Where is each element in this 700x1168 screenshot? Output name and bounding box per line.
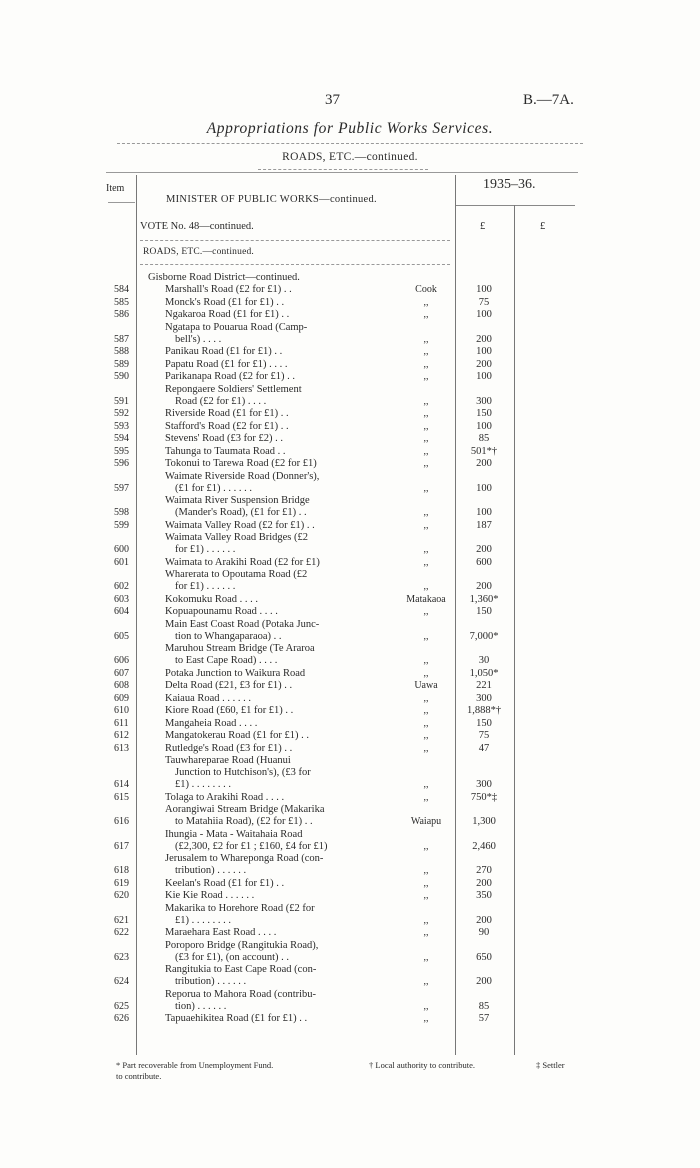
description-line: Stafford's Road (£2 for £1) . . (165, 420, 289, 432)
table-row (0, 1013, 700, 1025)
table-row (0, 853, 700, 877)
table-row (0, 433, 700, 445)
amount: 1,300 (472, 816, 496, 827)
item-description (165, 433, 283, 445)
footnote-dagger: † Local authority to contribute. (369, 1060, 475, 1070)
year-column-header: 1935–36. (483, 177, 536, 192)
amount: 100 (476, 507, 492, 518)
item-number: 587 (114, 333, 129, 345)
item-number: 596 (114, 458, 129, 469)
item-description (165, 989, 316, 1013)
electoral-district: ,, (423, 1000, 429, 1012)
description-line: Rutledge's Road (£3 for £1) . . (165, 742, 293, 754)
item-description (165, 557, 320, 569)
table-row (0, 297, 700, 309)
electoral-district: ,, (423, 544, 429, 555)
description-line: tribution) . . . . . . (175, 976, 247, 987)
item-number: 599 (114, 519, 129, 531)
electoral-district: ,, (423, 840, 429, 852)
amount: 100 (476, 309, 492, 320)
footnote-double-dagger: ‡ Settler (536, 1060, 565, 1070)
roads-rule (140, 264, 450, 265)
item-description (165, 446, 286, 458)
electoral-district: ,, (423, 877, 429, 889)
item-number: 613 (114, 742, 129, 754)
description-line: Tokonui to Tarewa Road (£2 for £1) (165, 458, 317, 469)
electoral-district: ,, (423, 395, 429, 407)
table-row (0, 606, 700, 618)
electoral-district: ,, (423, 779, 429, 790)
electoral-district: ,, (423, 371, 429, 382)
page-number: 37 (325, 92, 340, 108)
section-title: ROADS, ETC.—continued. (282, 151, 418, 163)
electoral-district: ,, (423, 951, 429, 963)
amount: 75 (478, 730, 490, 741)
item-description (165, 927, 276, 939)
table-row (0, 520, 700, 532)
table-row (0, 309, 700, 321)
item-number: 607 (114, 667, 129, 679)
table-top-rule (106, 172, 578, 173)
item-number: 612 (114, 730, 129, 741)
item-number: 608 (114, 680, 129, 691)
amount: 300 (476, 779, 492, 790)
table-row (0, 705, 700, 717)
table-row (0, 471, 700, 495)
description-line: Wharerata to Opoutama Road (£2 (165, 569, 308, 580)
electoral-district: ,, (423, 630, 429, 642)
currency-symbol: £ (540, 221, 546, 232)
description-line: Waimata to Arakihi Road (£2 for £1) (165, 556, 320, 568)
description-line: Tahunga to Taumata Road . . (165, 445, 286, 457)
description-line: Poroporo Bridge (Rangitukia Road), (165, 939, 319, 951)
electoral-district: ,, (423, 556, 429, 568)
amount: 150 (476, 606, 492, 617)
item-number: 622 (114, 927, 129, 938)
description-line: (£1 for £1) . . . . . . (175, 482, 252, 494)
description-line: Waimata River Suspension Bridge (165, 495, 310, 506)
table-row (0, 668, 700, 680)
item-number: 595 (114, 445, 129, 457)
electoral-district: ,, (423, 333, 429, 345)
amount: 200 (476, 581, 492, 592)
amount: 300 (476, 692, 492, 704)
item-description (165, 309, 289, 321)
electoral-district: ,, (423, 791, 429, 803)
description-line: for £1) . . . . . . (175, 544, 236, 555)
amount: 200 (476, 458, 492, 469)
amount: 75 (478, 296, 490, 308)
item-description (165, 359, 287, 371)
item-description (165, 606, 278, 618)
item-header-rule (108, 202, 135, 203)
item-description (165, 458, 317, 470)
table-row (0, 989, 700, 1013)
electoral-district: ,, (423, 445, 429, 457)
item-number: 618 (114, 865, 129, 876)
item-number: 610 (114, 705, 129, 716)
description-line: £1) . . . . . . . . (175, 914, 231, 926)
vote-rule (140, 240, 450, 241)
table-row (0, 964, 700, 988)
description-line: Rangitukia to East Cape Road (con- (165, 964, 317, 975)
district-heading: Gisborne Road District—continued. (148, 272, 300, 283)
item-number: 586 (114, 309, 129, 320)
electoral-district: ,, (423, 914, 429, 926)
item-number: 617 (114, 840, 129, 852)
electoral-district: ,, (423, 519, 429, 531)
description-line: Tolaga to Arakihi Road . . . . (165, 791, 285, 803)
item-number: 619 (114, 877, 129, 889)
electoral-district: ,, (423, 346, 429, 357)
item-description (165, 495, 310, 519)
table-row (0, 643, 700, 667)
page-title: Appropriations for Public Works Services. (206, 120, 494, 137)
item-description (165, 755, 311, 791)
description-line: Tauwhareparae Road (Huanui (165, 755, 291, 766)
item-description (165, 964, 316, 988)
table-row (0, 384, 700, 408)
amount: 270 (476, 865, 492, 876)
description-line: Keelan's Road (£1 for £1) . . (165, 877, 285, 889)
table-row (0, 322, 700, 346)
item-number: 621 (114, 914, 129, 926)
description-line: Waimata Valley Road Bridges (£2 (165, 532, 309, 543)
electoral-district: ,, (423, 692, 429, 704)
table-row (0, 408, 700, 420)
amount: 1,360* (469, 593, 499, 605)
item-description (165, 940, 318, 964)
description-line: Kokomuku Road . . . . (165, 593, 259, 605)
description-line: £1) . . . . . . . . (175, 779, 231, 790)
table-row (0, 730, 700, 742)
description-line: Road (£2 for £1) . . . . (175, 395, 267, 407)
table-row (0, 371, 700, 383)
table-row (0, 878, 700, 890)
amount: 47 (478, 742, 490, 754)
item-description (165, 853, 323, 877)
description-line: to Matahiia Road), (£2 for £1) . . (175, 816, 313, 827)
electoral-district: ,, (423, 730, 429, 741)
item-description (165, 903, 315, 927)
table-row (0, 940, 700, 964)
item-description (165, 878, 284, 890)
electoral-district: ,, (423, 865, 429, 876)
description-line: Makarika to Horehore Road (£2 for (165, 902, 315, 914)
item-description (165, 680, 292, 692)
description-line: Kiore Road (£60, £1 for £1) . . (165, 705, 294, 716)
description-line: Kie Kie Road . . . . . . (165, 890, 255, 901)
item-number: 615 (114, 791, 129, 803)
item-description (165, 890, 254, 902)
description-line: Maraehara East Road . . . . (165, 927, 277, 938)
description-line: Reporua to Mahora Road (contribu- (165, 988, 317, 1000)
amount: 200 (476, 544, 492, 555)
amount: 7,000* (469, 630, 499, 642)
description-line: Riverside Road (£1 for £1) . . (165, 408, 289, 419)
ministry-heading: MINISTER OF PUBLIC WORKS—continued. (166, 194, 377, 205)
item-number: 591 (114, 395, 129, 407)
electoral-district: Cook (415, 284, 437, 295)
electoral-district: ,, (423, 742, 429, 754)
description-line: Potaka Junction to Waikura Road (165, 667, 306, 679)
item-description (165, 346, 282, 358)
item-number: 604 (114, 606, 129, 617)
item-description (165, 743, 292, 755)
electoral-district: ,, (423, 581, 429, 592)
item-number: 625 (114, 1000, 129, 1012)
item-description (165, 520, 315, 532)
table-row (0, 284, 700, 296)
table-row (0, 619, 700, 643)
description-line: Waimate Riverside Road (Donner's), (165, 470, 320, 482)
roads-subheading: ROADS, ETC.—continued. (143, 247, 255, 257)
description-line: Papatu Road (£1 for £1) . . . . (165, 358, 288, 370)
table-row (0, 680, 700, 692)
description-line: Parikanapa Road (£2 for £1) . . (165, 371, 296, 382)
item-description (165, 804, 325, 828)
description-line: Main East Coast Road (Potaka Junc- (165, 618, 320, 630)
item-number: 585 (114, 296, 129, 308)
item-number: 601 (114, 556, 129, 568)
item-description (165, 619, 319, 643)
currency-symbol: £ (480, 221, 486, 232)
table-row (0, 755, 700, 791)
table-row (0, 557, 700, 569)
description-line: (£3 for £1), (on account) . . (175, 951, 290, 963)
amount: 150 (476, 717, 492, 729)
item-number: 588 (114, 346, 129, 357)
description-line: (£2,300, £2 for £1 ; £160, £4 for £1) (175, 840, 328, 852)
amount: 501*† (470, 445, 498, 457)
electoral-district: ,, (423, 890, 429, 901)
item-number: 584 (114, 284, 129, 295)
amount: 2,460 (472, 840, 496, 852)
description-line: Ngatapa to Pouarua Road (Camp- (165, 321, 308, 333)
item-description (165, 594, 258, 606)
item-number: 592 (114, 408, 129, 419)
item-number: 624 (114, 976, 129, 987)
electoral-district: ,, (423, 358, 429, 370)
amount: 100 (476, 420, 492, 432)
electoral-district: ,, (423, 420, 429, 432)
page-reference: B.—7A. (523, 92, 574, 108)
amount: 200 (476, 914, 492, 926)
item-column-header: Item (106, 183, 125, 194)
footnote-continuation: to contribute. (116, 1071, 162, 1081)
table-row (0, 495, 700, 519)
description-line: Kopuapounamu Road . . . . (165, 606, 278, 617)
description-line: Delta Road (£21, £3 for £1) . . (165, 680, 293, 691)
description-line: Waimata Valley Road (£2 for £1) . . (165, 519, 315, 531)
amount: 200 (476, 877, 492, 889)
description-line: Aorangiwai Stream Bridge (Makarika (165, 804, 325, 815)
item-number: 611 (114, 717, 129, 729)
table-row (0, 346, 700, 358)
table-row (0, 421, 700, 433)
item-number: 606 (114, 655, 129, 666)
description-line: for £1) . . . . . . (175, 581, 236, 592)
amount: 100 (476, 482, 492, 494)
item-description (165, 322, 307, 346)
table-row (0, 718, 700, 730)
item-number: 597 (114, 482, 129, 494)
amount: 30 (478, 655, 490, 666)
electoral-district: ,, (423, 927, 429, 938)
title-rule (117, 143, 583, 144)
table-row (0, 829, 700, 853)
amount: 1,050* (469, 667, 499, 679)
item-number: 593 (114, 420, 129, 432)
item-number: 590 (114, 371, 129, 382)
electoral-district: ,, (423, 655, 429, 666)
amount: 221 (476, 680, 492, 691)
description-line: Ngakaroa Road (£1 for £1) . . (165, 309, 290, 320)
description-line: Mangaheia Road . . . . (165, 717, 258, 729)
table-row (0, 743, 700, 755)
item-number: 616 (114, 816, 129, 827)
amount: 100 (476, 371, 492, 382)
item-number: 609 (114, 692, 129, 704)
amount: 150 (476, 408, 492, 419)
description-line: Mangatokerau Road (£1 for £1) . . (165, 730, 310, 741)
amount: 300 (476, 395, 492, 407)
amount: 650 (476, 951, 492, 963)
description-line: Stevens' Road (£3 for £2) . . (165, 433, 283, 444)
item-description (165, 792, 284, 804)
electoral-district: Waiapu (410, 816, 442, 827)
item-description (165, 297, 284, 309)
item-number: 620 (114, 890, 129, 901)
description-line: Ihungia - Mata - Waitahaia Road (165, 828, 303, 840)
electoral-district: ,, (423, 705, 429, 716)
table-row (0, 903, 700, 927)
year-header-rule (455, 205, 575, 206)
amount: 100 (476, 284, 492, 295)
item-description (165, 284, 292, 296)
table-row (0, 890, 700, 902)
amount: 85 (478, 433, 490, 444)
section-rule (258, 169, 428, 170)
table-row (0, 569, 700, 593)
item-number: 589 (114, 358, 129, 370)
item-description (165, 829, 328, 853)
description-line: (Mander's Road), (£1 for £1) . . (175, 507, 307, 518)
electoral-district: ,, (423, 667, 429, 679)
item-number: 605 (114, 630, 129, 642)
description-line: Junction to Hutchison's), (£3 for (175, 767, 311, 778)
amount: 350 (476, 890, 492, 901)
item-description (165, 668, 305, 680)
item-description (165, 718, 257, 730)
electoral-district: ,, (423, 458, 429, 469)
description-line: Marshall's Road (£2 for £1) . . (165, 284, 292, 295)
item-number: 614 (114, 779, 129, 790)
item-description (165, 730, 309, 742)
item-number: 602 (114, 581, 129, 592)
description-line: tion) . . . . . . (175, 1000, 227, 1012)
description-line: Kaiaua Road . . . . . . (165, 692, 252, 704)
item-description (165, 408, 289, 420)
amount: 57 (478, 1013, 490, 1024)
amount: 200 (476, 333, 492, 345)
electoral-district: ,, (423, 606, 429, 617)
electoral-district: ,, (423, 507, 429, 518)
description-line: bell's) . . . . (175, 333, 222, 345)
table-row (0, 532, 700, 556)
description-line: Panikau Road (£1 for £1) . . (165, 346, 283, 357)
table-row (0, 594, 700, 606)
item-description (165, 471, 319, 495)
amount: 200 (476, 358, 492, 370)
description-line: tion to Whangaparaoa) . . (175, 630, 282, 642)
description-line: to East Cape Road) . . . . (175, 655, 278, 666)
electoral-district: ,, (423, 433, 429, 444)
item-number: 600 (114, 544, 129, 555)
item-number: 623 (114, 951, 129, 963)
item-number: 598 (114, 507, 129, 518)
table-row (0, 359, 700, 371)
electoral-district: ,, (423, 976, 429, 987)
description-line: Tapuaehikitea Road (£1 for £1) . . (165, 1013, 308, 1024)
item-description (165, 643, 315, 667)
table-row (0, 693, 700, 705)
item-description (165, 421, 289, 433)
table-row (0, 458, 700, 470)
item-number: 603 (114, 593, 129, 605)
amount: 90 (478, 927, 490, 938)
footnote-star: * Part recoverable from Unemployment Fund. (116, 1060, 274, 1070)
table-row (0, 927, 700, 939)
electoral-district: Uawa (414, 680, 438, 691)
electoral-district: ,, (423, 1013, 429, 1024)
item-description (165, 371, 295, 383)
description-line: Monck's Road (£1 for £1) . . (165, 296, 285, 308)
electoral-district: Matakaoa (406, 593, 446, 605)
amount: 100 (476, 346, 492, 357)
electoral-district: ,, (423, 408, 429, 419)
item-description (165, 384, 302, 408)
item-description (165, 693, 251, 705)
amount: 187 (476, 519, 492, 531)
description-line: Repongaere Soldiers' Settlement (165, 383, 302, 395)
amount: 200 (476, 976, 492, 987)
item-description (165, 705, 293, 717)
electoral-district: ,, (423, 309, 429, 320)
vote-heading: VOTE No. 48—continued. (140, 221, 254, 232)
table-row (0, 792, 700, 804)
electoral-district: ,, (423, 717, 429, 729)
item-description (165, 1013, 307, 1025)
item-number: 594 (114, 433, 129, 444)
item-description (165, 569, 307, 593)
amount: 600 (476, 556, 492, 568)
description-line: Maruhou Stream Bridge (Te Araroa (165, 643, 315, 654)
table-row (0, 446, 700, 458)
amount: 85 (478, 1000, 490, 1012)
electoral-district: ,, (423, 296, 429, 308)
amount: 750*‡ (470, 791, 498, 803)
description-line: Jerusalem to Whareponga Road (con- (165, 853, 324, 864)
item-number: 626 (114, 1013, 129, 1024)
item-description (165, 532, 308, 556)
description-line: tribution) . . . . . . (175, 865, 247, 876)
amount: 1,888*† (466, 705, 502, 716)
electoral-district: ,, (423, 482, 429, 494)
table-row (0, 804, 700, 828)
